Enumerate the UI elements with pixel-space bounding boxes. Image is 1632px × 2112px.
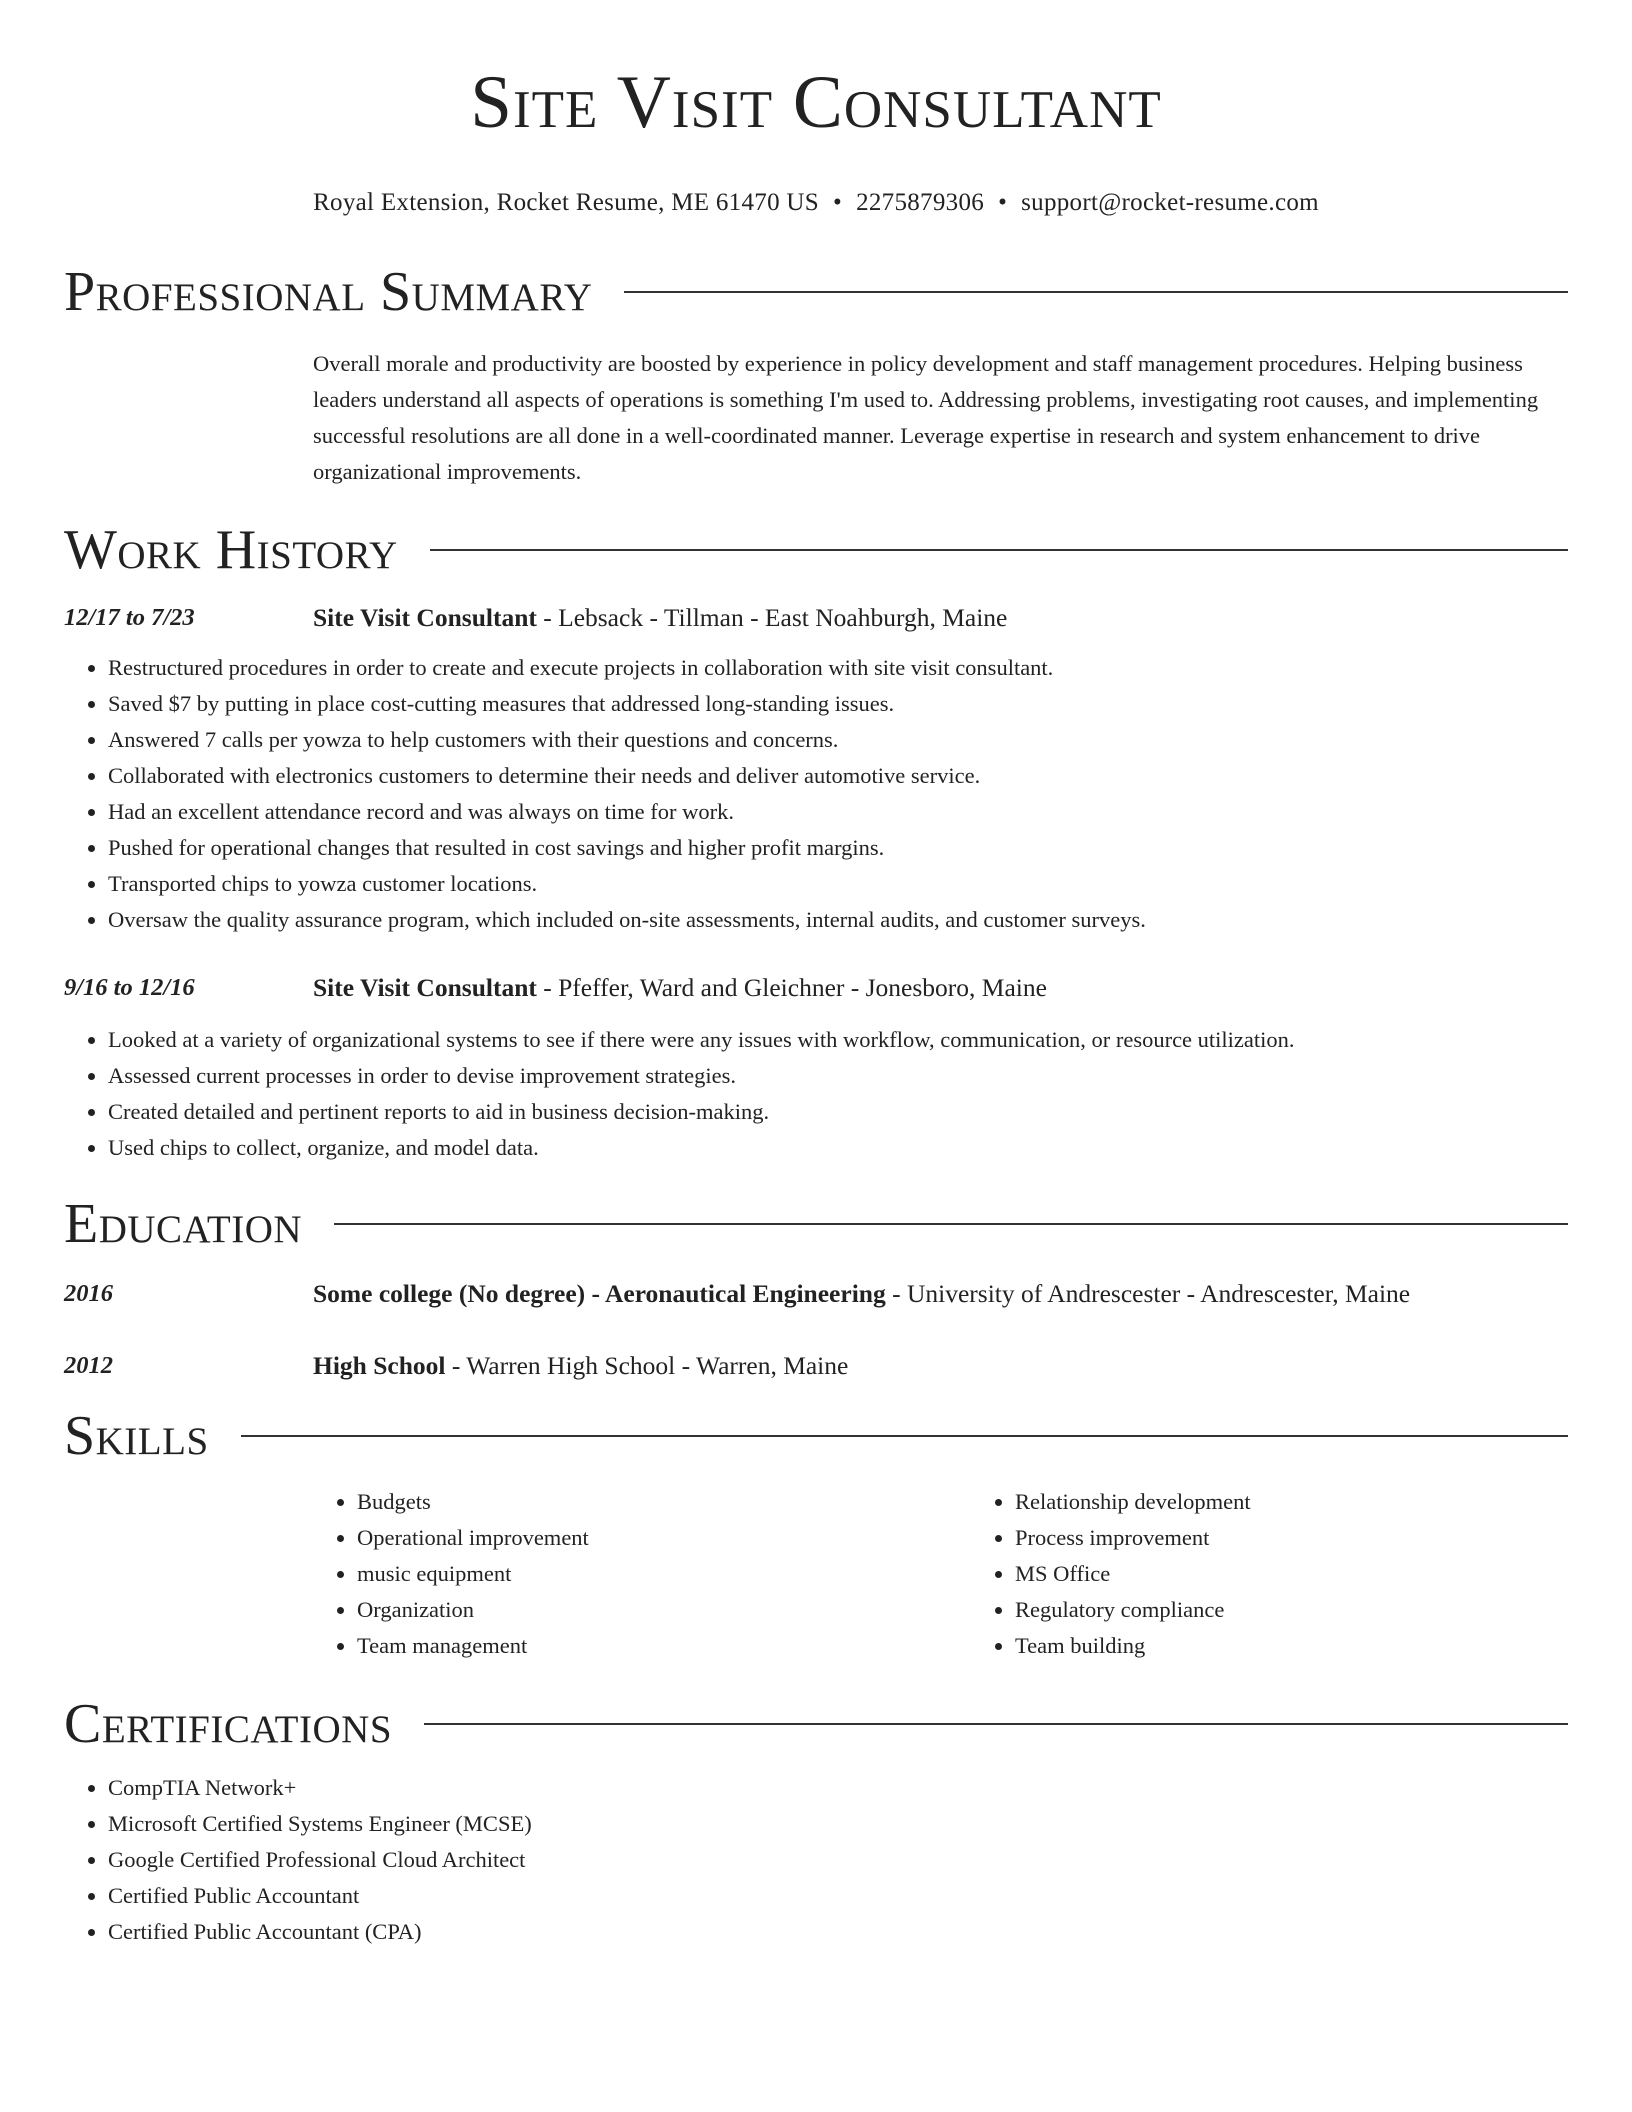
- section-divider: [334, 1223, 1568, 1225]
- education-entry: [64, 1348, 1568, 1384]
- list-item: • Restructured procedures in order to create and execute projects in collaboration with site visit consultant.: [108, 650, 1568, 686]
- job-entry: [64, 600, 1568, 938]
- certifications-list: [64, 1770, 1568, 1950]
- list-item: • Certified Public Accountant (CPA): [108, 1914, 1568, 1950]
- job-bullets: [64, 1022, 1568, 1166]
- education-entry: [64, 1276, 1568, 1312]
- section-divider: [241, 1435, 1568, 1437]
- job-details: - Lebsack - Tillman - East Noahburgh, Maine: [536, 603, 1008, 632]
- contact-address: Royal Extension, Rocket Resume, ME 61470 US: [313, 189, 819, 216]
- list-item: • Saved $7 by putting in place cost-cutting measures that addressed long-standing issues.: [108, 686, 1568, 722]
- education-title: Education: [64, 1193, 303, 1255]
- contact-separator: •: [998, 189, 1008, 216]
- list-item: • Operational improvement: [357, 1520, 971, 1556]
- skills-section-header: [64, 1406, 1568, 1466]
- education-degree: High School: [313, 1351, 446, 1380]
- contact-email: support@rocket-resume.com: [1021, 189, 1319, 216]
- summary-text: Overall morale and productivity are boosted by experience in policy development and staff management procedures. Helping business leaders understand all aspects of operations is something I'm used to. Addressing problems, investigating root causes, and implementing successful resolutions are all done in a well-coordinated manner. Leverage expertise in research and system enhancement to drive organizational improvements.: [313, 351, 1539, 484]
- list-item: • Answered 7 calls per yowza to help customers with their questions and concerns.: [108, 722, 1568, 758]
- job-bullets: [64, 650, 1568, 938]
- list-item: • Created detailed and pertinent reports to aid in business decision-making.: [108, 1094, 1568, 1130]
- job-entry: [64, 970, 1568, 1166]
- list-item: • MS Office: [1015, 1556, 1629, 1592]
- certifications-section-header: [64, 1694, 1568, 1754]
- list-item: • Had an excellent attendance record and was always on time for work.: [108, 794, 1568, 830]
- job-header: [64, 600, 1568, 636]
- list-item: • Oversaw the quality assurance program, which included on-site assessments, internal audits, and customer surveys.: [108, 902, 1568, 938]
- summary-title: Professional Summary: [64, 261, 593, 323]
- job-title-line: [313, 600, 1007, 636]
- candidate-name: Site Visit Consultant: [470, 61, 1162, 144]
- list-item: • Microsoft Certified Systems Engineer (MCSE): [108, 1806, 1568, 1842]
- education-year: 2012: [64, 1352, 113, 1379]
- list-item: • Organization: [357, 1592, 971, 1628]
- list-item: • Team management: [357, 1628, 971, 1664]
- education-details: - Warren High School - Warren, Maine: [445, 1351, 849, 1380]
- contact-phone: 2275879306: [856, 189, 985, 216]
- list-item: • Team building: [1015, 1628, 1629, 1664]
- list-item: • Looked at a variety of organizational systems to see if there were any issues with workflow, communication, or resource utilization.: [108, 1022, 1568, 1058]
- certifications-title: Certifications: [64, 1693, 393, 1755]
- list-item: • Certified Public Accountant: [108, 1878, 1568, 1914]
- job-details: - Pfeffer, Ward and Gleichner - Jonesboro, Maine: [536, 973, 1047, 1002]
- list-item: • Pushed for operational changes that resulted in cost savings and higher profit margins.: [108, 830, 1568, 866]
- list-item: • Collaborated with electronics customers to determine their needs and deliver automotive service.: [108, 758, 1568, 794]
- summary-section-header: [64, 262, 1568, 322]
- job-role: Site Visit Consultant: [313, 603, 537, 632]
- list-item: • Assessed current processes in order to devise improvement strategies.: [108, 1058, 1568, 1094]
- section-divider: [430, 549, 1568, 551]
- work-title: Work History: [64, 519, 398, 581]
- list-item: • Budgets: [357, 1484, 971, 1520]
- list-item: • music equipment: [357, 1556, 971, 1592]
- skills-right-column: [971, 1484, 1629, 1664]
- skills-title: Skills: [64, 1405, 209, 1467]
- work-section-header: [64, 520, 1568, 580]
- job-dates: 12/17 to 7/23: [64, 604, 195, 631]
- education-year: 2016: [64, 1280, 113, 1307]
- list-item: • Used chips to collect, organize, and model data.: [108, 1130, 1568, 1166]
- job-role: Site Visit Consultant: [313, 973, 537, 1002]
- section-divider: [424, 1723, 1568, 1725]
- contact-line: [64, 188, 1568, 218]
- education-line: [313, 1276, 1410, 1312]
- contact-separator: •: [833, 189, 843, 216]
- list-item: • Relationship development: [1015, 1484, 1629, 1520]
- job-title-line: [313, 970, 1047, 1006]
- skills-columns: [313, 1484, 1568, 1664]
- education-degree: Some college (No degree) - Aeronautical Engineering: [313, 1279, 886, 1308]
- job-header: [64, 970, 1568, 1006]
- list-item: • Process improvement: [1015, 1520, 1629, 1556]
- section-divider: [624, 291, 1568, 293]
- education-line: [313, 1348, 848, 1384]
- list-item: • Regulatory compliance: [1015, 1592, 1629, 1628]
- job-dates: 9/16 to 12/16: [64, 974, 195, 1001]
- list-item: • Google Certified Professional Cloud Architect: [108, 1842, 1568, 1878]
- list-item: • CompTIA Network+: [108, 1770, 1568, 1806]
- list-item: • Transported chips to yowza customer locations.: [108, 866, 1568, 902]
- education-section-header: [64, 1194, 1568, 1254]
- education-details: - University of Andrescester - Andrescester, Maine: [885, 1279, 1411, 1308]
- skills-left-column: [313, 1484, 971, 1664]
